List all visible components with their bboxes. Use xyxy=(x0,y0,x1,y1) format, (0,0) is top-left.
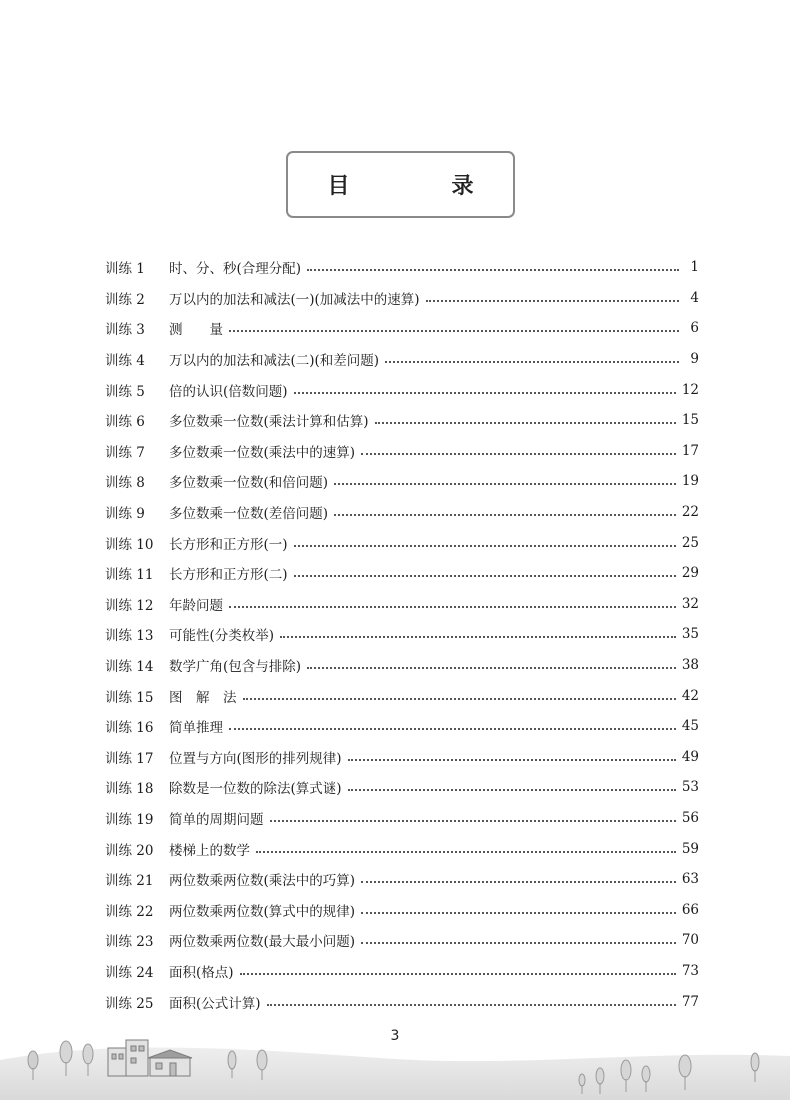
toc-entry-title: 万以内的加法和减法(一)(加减法中的速算) xyxy=(169,291,420,308)
dot-leader xyxy=(348,759,676,761)
dot-leader xyxy=(270,820,676,822)
dot-leader xyxy=(280,636,676,638)
dot-leader xyxy=(361,881,676,883)
toc-entry-page: 12 xyxy=(681,381,699,398)
toc-entry xyxy=(105,405,699,436)
toc-entry xyxy=(105,894,699,925)
page-title: 目 录 xyxy=(327,173,514,199)
toc-entry-title: 测 量 xyxy=(169,322,223,339)
toc-entry xyxy=(105,558,699,589)
dot-leader xyxy=(334,514,676,516)
toc-entry-page: 25 xyxy=(681,534,699,551)
toc-entry-page: 19 xyxy=(681,473,699,490)
toc-entry-title: 数学广角(包含与排除) xyxy=(169,659,302,676)
toc-entry-title: 多位数乘一位数(差倍问题) xyxy=(169,506,329,523)
toc-entry-title: 简单的周期问题 xyxy=(169,811,264,828)
toc-entry-title: 位置与方向(图形的排列规律) xyxy=(169,750,342,767)
toc-entry-title: 时、分、秒(合理分配) xyxy=(169,261,302,278)
toc-entry-title: 多位数乘一位数(和倍问题) xyxy=(169,475,329,492)
toc-entry xyxy=(105,956,699,987)
dot-leader xyxy=(229,330,679,332)
toc-entry-title: 除数是一位数的除法(算式谜) xyxy=(169,781,342,798)
toc-entry-title: 图 解 法 xyxy=(169,689,237,706)
toc-entry-number: 训练 25 xyxy=(105,995,154,1012)
toc-entry xyxy=(105,466,699,497)
toc-entry-title: 年龄问题 xyxy=(169,597,223,614)
toc-entry-page: 59 xyxy=(681,840,699,857)
dot-leader xyxy=(294,545,676,547)
dot-leader xyxy=(229,728,676,730)
toc-entry-number: 训练 8 xyxy=(105,475,145,492)
toc-entry-number: 训练 12 xyxy=(105,597,154,614)
page-number: 3 xyxy=(390,1028,400,1044)
toc-entry-title: 面积(公式计算) xyxy=(169,995,261,1012)
toc-entry-page: 17 xyxy=(681,442,699,459)
toc-entry-title: 长方形和正方形(一) xyxy=(169,536,288,553)
toc-entry-number: 训练 18 xyxy=(105,781,154,798)
toc-entry-title: 两位数乘两位数(最大最小问题) xyxy=(169,934,356,951)
toc-entry-number: 训练 22 xyxy=(105,903,154,920)
toc-entry xyxy=(105,864,699,895)
toc-entry xyxy=(105,344,699,375)
table-of-contents xyxy=(105,252,699,1017)
toc-entry-page: 49 xyxy=(681,748,699,765)
toc-entry xyxy=(105,527,699,558)
toc-entry xyxy=(105,252,699,283)
toc-entry xyxy=(105,742,699,773)
toc-entry-page: 70 xyxy=(681,932,699,949)
dot-leader xyxy=(240,973,676,975)
house-icon xyxy=(108,1040,192,1076)
toc-entry-number: 训练 14 xyxy=(105,659,154,676)
dot-leader xyxy=(385,361,679,363)
toc-entry-number: 训练 17 xyxy=(105,750,154,767)
toc-entry-page: 66 xyxy=(681,901,699,918)
toc-entry-page: 56 xyxy=(681,809,699,826)
toc-entry-number: 训练 16 xyxy=(105,720,154,737)
dot-leader xyxy=(361,942,676,944)
toc-entry-page: 4 xyxy=(690,289,699,306)
toc-entry-number: 训练 19 xyxy=(105,811,154,828)
toc-entry-number: 训练 2 xyxy=(105,291,145,308)
toc-entry xyxy=(105,374,699,405)
toc-entry-page: 63 xyxy=(681,871,699,888)
dot-leader xyxy=(256,851,676,853)
toc-entry xyxy=(105,833,699,864)
toc-entry-page: 42 xyxy=(681,687,699,704)
toc-entry-title: 楼梯上的数学 xyxy=(169,842,250,859)
toc-entry xyxy=(105,772,699,803)
toc-entry-title: 多位数乘一位数(乘法计算和估算) xyxy=(169,414,369,431)
dot-leader xyxy=(361,453,676,455)
toc-entry-page: 32 xyxy=(681,595,699,612)
toc-entry-page: 15 xyxy=(681,412,699,429)
dot-leader xyxy=(229,606,676,608)
toc-entry-number: 训练 23 xyxy=(105,934,154,951)
toc-entry-page: 9 xyxy=(690,351,699,368)
toc-entry-page: 29 xyxy=(681,565,699,582)
toc-entry-page: 45 xyxy=(681,718,699,735)
title-box xyxy=(286,151,515,218)
dot-leader xyxy=(361,912,676,914)
toc-entry-title: 倍的认识(倍数问题) xyxy=(169,383,288,400)
toc-entry xyxy=(105,313,699,344)
dot-leader xyxy=(307,667,676,669)
toc-entry xyxy=(105,283,699,314)
toc-entry-page: 38 xyxy=(681,657,699,674)
toc-entry-number: 训练 24 xyxy=(105,964,154,981)
toc-entry-number: 训练 9 xyxy=(105,506,145,523)
toc-entry-title: 简单推理 xyxy=(169,720,223,737)
toc-entry-page: 6 xyxy=(690,320,699,337)
toc-entry xyxy=(105,803,699,834)
dot-leader xyxy=(348,789,676,791)
dot-leader xyxy=(243,698,676,700)
toc-entry-number: 训练 21 xyxy=(105,873,154,890)
footer-landscape-illustration xyxy=(0,1010,790,1100)
toc-entry-page: 53 xyxy=(681,779,699,796)
toc-entry-title: 可能性(分类枚举) xyxy=(169,628,275,645)
toc-entry-number: 训练 4 xyxy=(105,353,145,370)
toc-entry-page: 22 xyxy=(681,504,699,521)
toc-entry-number: 训练 11 xyxy=(105,567,154,584)
dot-leader xyxy=(294,575,676,577)
toc-entry xyxy=(105,711,699,742)
toc-entry-number: 训练 20 xyxy=(105,842,154,859)
toc-entry xyxy=(105,436,699,467)
toc-entry-title: 两位数乘两位数(算式中的规律) xyxy=(169,903,356,920)
dot-leader xyxy=(267,1004,676,1006)
toc-entry-number: 训练 15 xyxy=(105,689,154,706)
toc-entry-page: 73 xyxy=(681,962,699,979)
toc-entry-number: 训练 7 xyxy=(105,444,145,461)
toc-entry-number: 训练 5 xyxy=(105,383,145,400)
toc-entry xyxy=(105,650,699,681)
toc-entry-page: 77 xyxy=(681,993,699,1010)
toc-entry-page: 35 xyxy=(681,626,699,643)
toc-entry-number: 训练 13 xyxy=(105,628,154,645)
dot-leader xyxy=(294,392,676,394)
toc-entry xyxy=(105,497,699,528)
toc-entry-title: 长方形和正方形(二) xyxy=(169,567,288,584)
toc-entry-number: 训练 1 xyxy=(105,261,145,278)
toc-entry-title: 面积(格点) xyxy=(169,964,234,981)
dot-leader xyxy=(375,422,676,424)
toc-entry-number: 训练 6 xyxy=(105,414,145,431)
toc-entry xyxy=(105,589,699,620)
toc-entry-page: 1 xyxy=(690,259,699,276)
toc-entry-title: 两位数乘两位数(乘法中的巧算) xyxy=(169,873,356,890)
toc-entry-number: 训练 10 xyxy=(105,536,154,553)
toc-entry xyxy=(105,619,699,650)
dot-leader xyxy=(307,269,679,271)
toc-entry xyxy=(105,925,699,956)
toc-entry-number: 训练 3 xyxy=(105,322,145,339)
toc-entry xyxy=(105,680,699,711)
toc-entry-title: 多位数乘一位数(乘法中的速算) xyxy=(169,444,356,461)
toc-entry-title: 万以内的加法和减法(二)(和差问题) xyxy=(169,353,380,370)
dot-leader xyxy=(334,483,676,485)
dot-leader xyxy=(426,300,679,302)
